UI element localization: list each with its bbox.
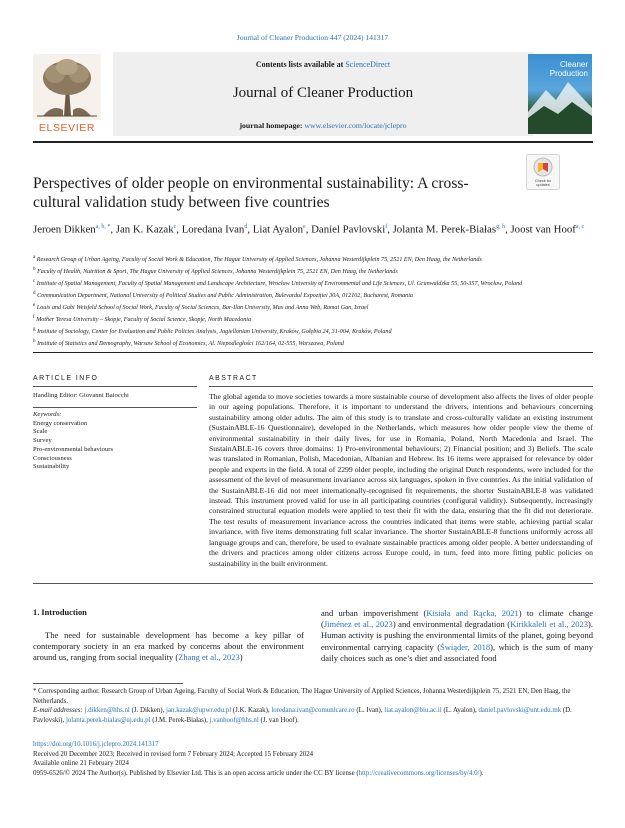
- author-separator: ,: [387, 223, 393, 236]
- email-owner: (D. Pavlovski): [33, 707, 572, 724]
- affiliation-text: Louis and Gabi Weisfeld School of Social Work, Faculty of Social Sciences, Bar-Ilan University, Max and Anna Web, Ramat Gan, Israel: [36, 304, 369, 311]
- journal-citation[interactable]: Journal of Cleaner Production 447 (2024) 141317: [236, 33, 389, 42]
- affiliation-item: [33, 337, 593, 349]
- journal-banner: [113, 52, 533, 136]
- email-link[interactable]: jan.kazak@upwr.edu.pl: [166, 707, 232, 714]
- affiliation-item: [33, 265, 593, 277]
- cover-title-line-1: Cleaner: [559, 60, 588, 69]
- affiliation-item: [33, 289, 593, 301]
- intro-column-1: [33, 630, 304, 664]
- intro-text: ) and environmental degradation (: [392, 619, 511, 630]
- author-name[interactable]: Jeroen Dikken: [33, 223, 96, 236]
- intro-text: ). Human activity is pushing the environmental limits of the planet, going beyond environmental carrying capacity (: [321, 619, 593, 652]
- affiliation-marker: a: [33, 254, 36, 260]
- author-name[interactable]: Jan K. Kazak: [115, 223, 174, 236]
- article-dates: [33, 740, 593, 778]
- affiliation-text: Mother Teresa University – Skopje, Faculty of Social Science, Skopje, North Macedonia: [36, 316, 252, 323]
- check-updates-label: Check for updates: [534, 179, 552, 187]
- affiliation-item: [33, 253, 593, 265]
- author-separator: ,: [305, 223, 312, 236]
- author-affiliation-marker[interactable]: c: [173, 224, 177, 230]
- email-link[interactable]: j.vanhoof@hhs.nl: [209, 716, 259, 724]
- author-separator: ,: [247, 223, 253, 236]
- contents-prefix: Contents lists available at: [255, 60, 344, 69]
- email-owner: (L. Ayalon): [443, 707, 475, 714]
- affiliation-text: Communication Department, National University of Political Studies and Public Administration, Bulevardul Expoziției 30A, 012102, Bucharest, Romania: [37, 292, 413, 299]
- homepage-prefix: journal homepage:: [239, 121, 303, 130]
- elsevier-logo: [33, 54, 101, 134]
- affiliation-text: Institute of Spatial Management, Faculty of Spatial Management and Landscape Architecture, Wrocław University of Environmental and Life Sciences, Ul. Grunwaldzka 55, 50-357, Wrocław, Poland: [36, 280, 523, 287]
- author-name[interactable]: Jolanta M. Perek-Białas: [392, 223, 497, 236]
- intro-text: ) to climate change (: [321, 608, 594, 630]
- ref-link[interactable]: Świąder, 2018: [440, 641, 491, 652]
- author-name[interactable]: Joost van Hoof: [510, 223, 576, 236]
- author-separator: ,: [110, 223, 116, 236]
- email-owner: (L. Ivan): [356, 707, 381, 714]
- affiliation-text: Faculty of Health, Nutrition & Sport, The Hague University of Applied Sciences, Johanna Westerdijkplein 75, 2521 EN, Den Haag, the Netherlands: [37, 268, 398, 275]
- article-info-heading: ARTICLE INFO: [33, 375, 99, 382]
- available-online: Available online 21 February 2024: [33, 760, 129, 768]
- author-affiliation-marker[interactable]: f: [385, 224, 388, 230]
- ref-link[interactable]: Kisiała and Rącka, 2021: [426, 608, 519, 618]
- keywords-list: [33, 420, 113, 472]
- affiliation-marker: c: [33, 277, 36, 284]
- keyword-item: Pro-environmental behaviours: [33, 445, 114, 453]
- corresponding-author-note: * Corresponding author. Research Group of Urban Ageing, Faculty of Social Work & Education, The Hague University of Applied Sciences, Johanna Westerdijkplein 75, 2521 EN, Den Haag, the Netherlands.: [33, 688, 571, 705]
- homepage-link[interactable]: www.elsevier.com/locate/jclepro: [304, 121, 407, 130]
- doi-link[interactable]: https://doi.org/10.1016/j.jclepro.2024.141317: [33, 741, 159, 748]
- meta-divider: [33, 352, 593, 353]
- abstract-end-rule: [33, 583, 593, 584]
- affiliation-item: [33, 277, 593, 289]
- keyword-item: Sustainability: [33, 463, 70, 471]
- journal-title[interactable]: Journal of Cleaner Production: [232, 85, 414, 101]
- affiliation-item: [33, 301, 593, 313]
- author-name[interactable]: Loredana Ivan: [181, 223, 245, 236]
- email-owner: (J.K. Kazak): [232, 707, 268, 714]
- license-line: [33, 769, 593, 779]
- email-owner: (J.M. Perek-Białas): [152, 716, 207, 724]
- author-list: [33, 219, 593, 238]
- received-dates: Received 20 December 2023; Received in revised form 7 February 2024; Accepted 15 February 2024: [33, 750, 314, 758]
- intro-column-2: [321, 608, 593, 664]
- email-owner: (J. van Hoof).: [260, 716, 299, 724]
- ref-link[interactable]: Zhang et al., 2023: [178, 652, 240, 663]
- license-text-end: ).: [479, 769, 484, 777]
- author-affiliation-marker[interactable]: d: [244, 224, 248, 230]
- affiliation-marker: f: [33, 313, 35, 320]
- author-affiliation-marker[interactable]: a, b, *: [95, 224, 111, 230]
- ref-link[interactable]: Kirikkaleli et al., 2023: [510, 619, 589, 630]
- email-link[interactable]: j.dikken@hhs.nl: [84, 707, 130, 714]
- sciencedirect-link[interactable]: ScienceDirect: [345, 60, 391, 69]
- keyword-item: Consciousness: [33, 454, 72, 462]
- contents-line: [113, 60, 533, 69]
- email-owner: (J. Dikken): [131, 707, 163, 714]
- affiliation-list: [33, 253, 593, 349]
- author-affiliation-marker[interactable]: e: [303, 224, 306, 230]
- email-link[interactable]: daniel.pavlovski@unt.edu.mk: [478, 707, 562, 714]
- affiliation-marker: d: [33, 289, 36, 296]
- publisher-name: ELSEVIER: [38, 122, 96, 134]
- journal-cover-image[interactable]: [528, 54, 592, 134]
- homepage-line: [113, 121, 533, 130]
- author-affiliation-marker[interactable]: g, h: [496, 224, 506, 230]
- author-separator: ,: [505, 223, 511, 236]
- email-addresses: E-mail addresses: j.dikken@hhs.nl (J. Dikken), jan.kazak@upwr.edu.pl (J.K. Kazak), loredana.ivan@comunicare.ro (L. Ivan), liat.ayalon@biu.ac.il (L. Ayalon), daniel.pavlovski@unt.edu.mk (D. Pavlovski), jolanta.perek-bialas@uj.edu.pl (J.M. Perek-Białas), j.vanhoof@hhs.nl (J. van Hoof).: [33, 707, 572, 724]
- cover-title-line-2: Production: [549, 69, 588, 78]
- footnote-rule: [33, 683, 183, 684]
- author-name[interactable]: Daniel Pavlovski: [311, 223, 386, 236]
- article-info-rule: [33, 386, 197, 387]
- author-affiliation-marker[interactable]: a, c: [575, 224, 585, 230]
- intro-text: and urban impoverishment (: [321, 608, 427, 618]
- footnotes: [33, 687, 593, 725]
- intro-text: ): [239, 652, 243, 663]
- keywords-label: Keywords:: [33, 411, 62, 418]
- affiliation-marker: b: [33, 265, 36, 272]
- author-separator: ,: [176, 223, 182, 236]
- affiliation-marker: e: [33, 301, 36, 308]
- handling-rule: [33, 407, 197, 408]
- intro-text: The need for sustainable development has become a key pillar of contemporary society in an era marked by concerns about the environment around us, ranging from social inequality (: [33, 630, 304, 663]
- elsevier-tree-icon: [33, 54, 101, 120]
- affiliation-marker: g: [33, 325, 36, 332]
- author-name[interactable]: Liat Ayalon: [252, 223, 304, 236]
- affiliation-text: Institute of Sociology, Center for Evaluation and Public Policies Analysis, Jagiellonian University, Kraków, Gołębia 24, 31-004, Kraków, Poland: [37, 328, 392, 335]
- header-divider: [33, 141, 593, 143]
- affiliation-text: Research Group of Urban Ageing, Faculty of Social Work & Education, The Hague University of Applied Sciences, Johanna Westerdijkplein 75, 2521 EN, Den Haag, the Netherlands: [36, 257, 482, 264]
- introduction-heading: 1. Introduction: [33, 608, 87, 617]
- affiliation-item: [33, 313, 593, 325]
- license-link[interactable]: http://creativecommons.org/licenses/by/4.0/: [358, 769, 480, 777]
- abstract-heading: ABSTRACT: [209, 375, 258, 382]
- check-for-updates-badge[interactable]: [526, 154, 560, 190]
- keyword-item: Scale: [33, 428, 48, 436]
- license-text: 0959-6526/© 2024 The Author(s). Published by Elsevier Ltd. This is an open access article under the CC BY license (: [33, 769, 359, 777]
- keywords-block: [33, 411, 113, 472]
- intro-text: ), which is the sum of many daily choices such as one’s diet and associated food: [321, 641, 594, 663]
- keyword-item: Survey: [33, 437, 52, 445]
- abstract-rule: [209, 386, 593, 387]
- article-title: Perspectives of older people on environmental sustainability: A cross-cultural validation study between five countries: [33, 175, 469, 211]
- cover-title: [550, 60, 588, 78]
- affiliation-item: [33, 325, 593, 337]
- ref-link[interactable]: Jiménez et al., 2023: [323, 619, 393, 630]
- abstract-text: The global agenda to move societies towards a more sustainable course of development also affects the lives of older people in our ageing populations. Therefore, it is important to understand the drivers, intentions and behaviours concerning sustainability among older adults. The aim of this study is to translate and cross-culturally validate an existing instrument (SustainABLE-16 Questionnaire), developed in the Netherlands, which measures how older people view the theme of environmental sustainability in their daily lives, for use in Romania, Poland, North Macedonia and Israel. The SustainABLE-16 covers three domains: 1) Pro-environmental behaviours; 2) Financial position; and 3) Beliefs. The scale was translated in Romanian, Polish, Macedonian, Albanian and Hebrew. Its 16 items were appraised for relevance by older people and experts in the field. A total of 2299 older people, including the original Dutch respondents, were included for the assessment of the level of measurement invariance across six languages, spoken in five countries. As the initial validation of the SustainABLE-16 did not meet internationally-recognised fit requirements, the shorter SustainABLE-8 was validated instead. This instrument proved valid for use in all participating countries (configural validity). Subsequently, increasingly constrained structural equation models were applied to test their fit with the data, ensuring that the fit did not deteriorate. The test results of measurement invariance across the countries indicated that items were stable, achieving partial scalar invariance, with five items demonstrating full scalar invariance. The shorter SustainABLE-8 functions uniformly across all language groups and can, therefore, be used to evaluate sustainable practices among older people. A better understanding of the drivers and practices among older citizens across Europe could, in turn, feed into more fitting public policies on sustainability in the built environment.: [209, 392, 593, 568]
- handling-editor: Handling Editor: Giovanni Baiocchi: [33, 392, 129, 399]
- email-link[interactable]: loredana.ivan@comunicare.ro: [271, 707, 355, 714]
- journal-header: [33, 52, 593, 136]
- keyword-item: Energy conservation: [33, 419, 88, 427]
- email-link[interactable]: liat.ayalon@biu.ac.il: [384, 707, 442, 714]
- email-label: E-mail addresses:: [33, 707, 83, 714]
- affiliation-text: Institute of Statistics and Demography, Warsaw School of Economics, Al. Niepodległości 162/164, 02-555, Warszawa, Poland: [37, 340, 344, 347]
- affiliation-marker: h: [33, 337, 36, 344]
- email-link[interactable]: jolanta.perek-bialas@uj.edu.pl: [65, 716, 151, 724]
